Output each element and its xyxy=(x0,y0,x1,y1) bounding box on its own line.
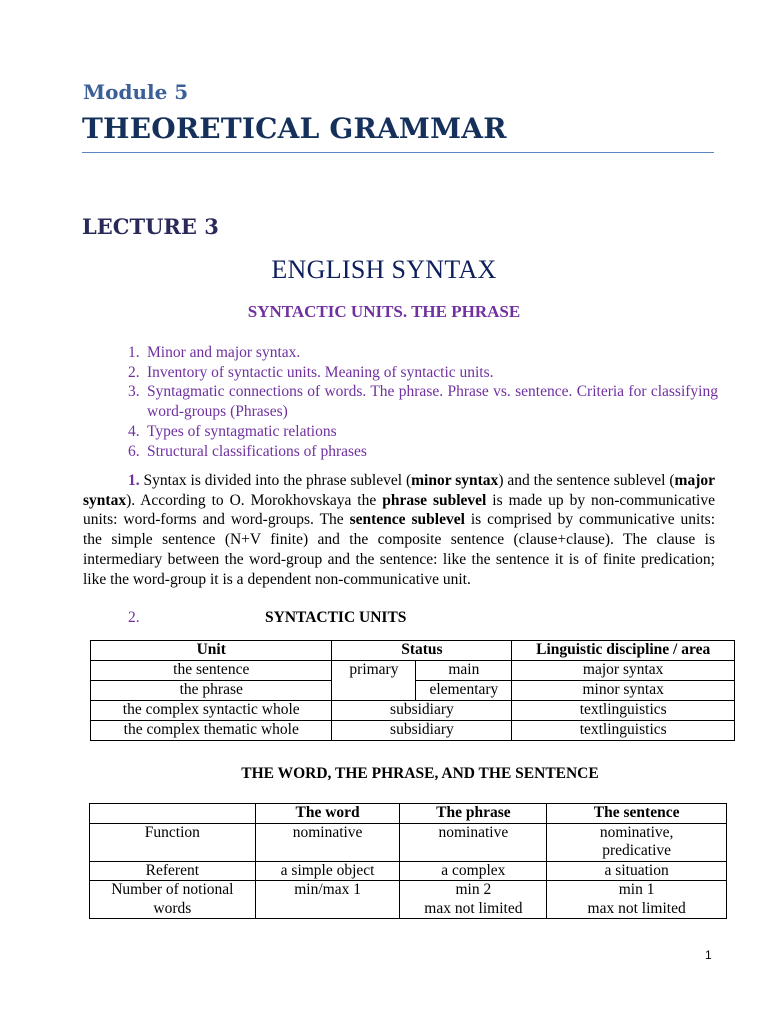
table-cell xyxy=(400,881,547,919)
cell-line: nominative, xyxy=(599,823,674,841)
table-cell: the sentence xyxy=(91,661,332,681)
comparison-table xyxy=(89,803,727,919)
table-header: Linguistic discipline / area xyxy=(512,641,735,661)
paragraph-text: Syntax is divided into the phrase sublevel ( xyxy=(139,472,412,489)
table-header: The phrase xyxy=(400,804,547,824)
body-paragraph xyxy=(83,471,715,589)
table-cell: minor syntax xyxy=(512,681,735,701)
cell-line: min 1 xyxy=(618,881,655,898)
outline-number: 3. xyxy=(128,383,140,401)
paragraph-text: is made up by non-communicative units: word-forms and word-groups. The xyxy=(83,491,715,529)
cell-line: words xyxy=(153,899,192,917)
section-subheading: SYNTACTIC UNITS. THE PHRASE xyxy=(247,302,521,321)
table-header-row xyxy=(91,641,735,661)
paragraph-number: 1. xyxy=(128,472,140,489)
document-title: THEORETICAL GRAMMAR xyxy=(82,112,507,145)
table-row xyxy=(90,823,727,861)
table-cell: major syntax xyxy=(512,661,735,681)
cell-line: predicative xyxy=(602,842,672,859)
table-header: Unit xyxy=(91,641,332,661)
table-row xyxy=(91,721,735,741)
page-number: 1 xyxy=(705,948,712,962)
outline-item xyxy=(128,442,718,462)
paragraph-text: ). According to O. Morokhovskaya the xyxy=(126,491,383,509)
table-cell: subsidiary xyxy=(332,721,512,741)
outline-text: Syntagmatic connections of words. The phrase. Phrase vs. sentence. Criteria for classifying word-groups (Phrases) xyxy=(147,383,718,421)
table-cell: nominative xyxy=(255,823,400,861)
table-cell: the complex thematic whole xyxy=(91,721,332,741)
table-cell: a situation xyxy=(547,861,727,881)
cell-line: min 2 xyxy=(455,881,492,898)
table-cell: Function xyxy=(90,823,256,861)
outline-text: Inventory of syntactic units. Meaning of syntactic units. xyxy=(147,363,494,381)
title-divider xyxy=(82,152,714,153)
outline-number: 6. xyxy=(128,442,140,460)
table-cell: the phrase xyxy=(91,681,332,701)
table-cell: elementary xyxy=(416,681,512,701)
paragraph-text: ) and the sentence sublevel ( xyxy=(498,472,675,489)
module-label: Module 5 xyxy=(83,80,189,104)
lecture-outline xyxy=(128,343,718,461)
table-cell: textlinguistics xyxy=(512,721,735,741)
table-header xyxy=(90,804,256,824)
table-cell: nominative xyxy=(400,823,547,861)
section-heading: ENGLISH SYNTAX xyxy=(271,255,497,284)
comparison-table-title: THE WORD, THE PHRASE, AND THE SENTENCE xyxy=(241,765,599,782)
table-cell xyxy=(547,823,727,861)
section-number: 2. xyxy=(128,609,140,626)
section-title: SYNTACTIC UNITS xyxy=(265,609,407,626)
table-cell: a simple object xyxy=(255,861,400,881)
table-cell: textlinguistics xyxy=(512,701,735,721)
cell-line: max not limited xyxy=(424,899,523,917)
cell-line: max not limited xyxy=(587,899,686,917)
table-cell: primary xyxy=(332,661,416,701)
table-cell: min/max 1 xyxy=(255,881,400,919)
table-cell xyxy=(547,881,727,919)
outline-text: Types of syntagmatic relations xyxy=(147,422,337,440)
term-major-syntax: major syntax xyxy=(83,472,715,509)
outline-item xyxy=(128,343,718,363)
outline-item xyxy=(128,382,718,421)
outline-text: Minor and major syntax. xyxy=(147,344,301,361)
outline-number: 1. xyxy=(128,344,140,361)
syntactic-units-table xyxy=(90,640,735,741)
table-header: The sentence xyxy=(547,804,727,824)
outline-text: Structural classifications of phrases xyxy=(147,442,367,460)
table-header-row xyxy=(90,804,727,824)
outline-item xyxy=(128,363,718,383)
table-row xyxy=(91,701,735,721)
table-row xyxy=(90,881,727,919)
term-phrase-sublevel: phrase sublevel xyxy=(382,491,487,509)
cell-line: Number of notional xyxy=(111,881,234,898)
lecture-label: LECTURE 3 xyxy=(82,214,219,239)
table-header: The word xyxy=(255,804,400,824)
table-cell: the complex syntactic whole xyxy=(91,701,332,721)
table-cell xyxy=(90,881,256,919)
table-row xyxy=(91,661,735,681)
table-cell: a complex xyxy=(400,861,547,881)
table-header: Status xyxy=(332,641,512,661)
table-cell: subsidiary xyxy=(332,701,512,721)
outline-number: 2. xyxy=(128,363,140,381)
paragraph-text: is comprised by communicative units: the simple sentence (N+V finite) and the composite sentence (clause+clause). The clause is intermediary between the word-group and the sentence: like the sentence it is of finite predication; like the word-group it is a dependent non-communicative unit. xyxy=(83,511,715,588)
outline-number: 4. xyxy=(128,422,140,440)
term-minor-syntax: minor syntax xyxy=(411,472,499,489)
term-sentence-sublevel: sentence sublevel xyxy=(349,511,465,529)
table-cell: main xyxy=(416,661,512,681)
outline-item xyxy=(128,422,718,442)
table-cell: Referent xyxy=(90,861,256,881)
table-row xyxy=(90,861,727,881)
